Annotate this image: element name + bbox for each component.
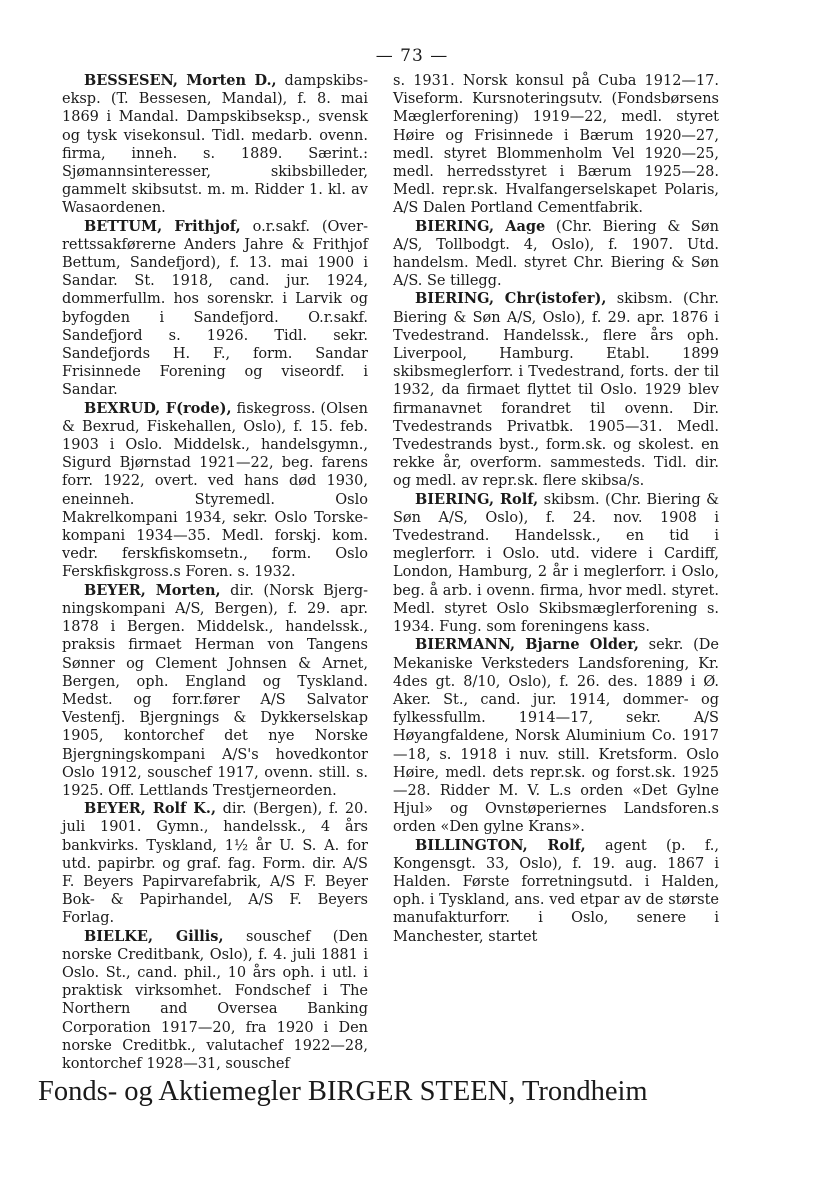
entry-name: BEYER, Morten, — [84, 581, 221, 599]
directory-entry — [393, 72, 719, 218]
directory-entry — [393, 491, 719, 637]
directory-entry — [393, 218, 719, 291]
directory-entry — [62, 928, 368, 1074]
directory-entry — [393, 290, 719, 490]
entry-text: skibsm. (Chr. Biering & Søn A/S, Oslo), f. 24. nov. 1908 i Tvedestrand. Handelssk., en tid i meglerforr. i Oslo. utd. videre i Cardiff, London, Hamburg, 2 år i meglerforr. i Oslo, beg. å arb. i ovenn. firma, hvor medl. styret. Medl. styret Oslo Skibsmæglerforening s. 1934. Fung. som foreningens kass. — [393, 491, 719, 636]
entry-text: agent (p. f., Kongensgt. 33, Oslo), f. 19. aug. 1867 i Halden. Første forretningsutd. i Halden, oph. i Tyskland, ans. ved etpar av de største manufakturforr. i Oslo, senere i Manchester, startet — [393, 837, 719, 945]
entry-name: BEYER, Rolf K., — [84, 800, 217, 818]
page-number: — 73 — — [375, 46, 449, 66]
right-column — [393, 72, 719, 946]
entry-name: BIERING, Rolf, — [415, 490, 539, 508]
entry-text: souschef (Den norske Creditbank, Oslo), f. 4. juli 1881 i Oslo. St., cand. phil., 10 års oph. i utl. i praktisk virksomhet. Fondschef i The Northern and Oversea Banking Corporation 1917—20, fra 1920 i Den norske Creditbk., valutachef 1922—28, kontorchef 1928—31, souschef — [62, 928, 368, 1072]
directory-entry — [62, 218, 368, 400]
entry-text: (Chr. Biering & Søn A/S, Tollbodgt. 4, Oslo), f. 1907. Utd. handelsm. Medl. styret Chr. Biering & Søn A/S. Se tillegg. — [393, 218, 719, 290]
entry-name: BILLINGTON, Rolf, — [415, 836, 586, 854]
entry-name: BIERING, Aage — [415, 217, 546, 235]
entry-text: s. 1931. Norsk konsul på Cuba 1912—17. Viseform. Kursnoteringsutv. (Fondsbørsens Mæglerforening) 1919—22, medl. styret Høire og Frisinnede i Bærum 1920—27, medl. styret Blommenholm Vel 1920—25, medl. herredsstyret i Bærum 1925—28. Medl. repr.sk. Hvalfangerselskapet Polaris, A/S Dalen Portland Cementfabrik. — [393, 73, 719, 217]
directory-entry — [62, 800, 368, 927]
entry-text: fiskegross. (Olsen & Bexrud, Fiskehallen, Oslo), f. 15. feb. 1903 i Oslo. Middelsk., handelsgymn., Sigurd Bjørnstad 1921—22, beg. farens forr. 1922, overt. ved hans død 1930, eneinneh. Styremedl. Oslo Makrelkompani 1934, sekr. Oslo Torskekompani 1934—35. Medl. forskj. kom. vedr. ferskfiskomsetn., form. Oslo Ferskfiskgross.s Foren. s. 1932. — [62, 400, 368, 581]
entry-text: sekr. (De Mekaniske Verksteders Landsforening, Kr. 4des gt. 8/10, Oslo), f. 26. des. 1889 i Ø. Aker. St., cand. jur. 1914, dommer- og fylkessfullm. 1914—17, sekr. A/S Høyangfaldene, Norsk Aluminium Co. 1917—18, s. 1918 i nuv. still. Kretsform. Oslo Høire, medl. dets repr.sk. og forst.sk. 1925—28. Ridder M. V. L.s orden «Det Gylne Hjul» og Ovnstøperiernes Landsforen.s orden «Den gylne Krans». — [393, 637, 720, 836]
entry-text: skibsm. (Chr. Biering & Søn A/S, Oslo), f. 29. apr. 1876 i Tvedestrand. Handelssk., flere års oph. Liverpool, Hamburg. Etabl. 1899 skibsmeglerforr. i Tvedestrand, forts. der til 1932, da firmaet flyttet til Oslo. 1929 blev firmanavnet forandret til ovenn. Dir. Tvedestrands Privatbk. 1905—31. Medl. Tvedestrands byst., form.sk. og skolest. en rekke år, overform. sammesteds. Tidl. dir. og medl. av repr.sk. flere skibsa/s. — [393, 291, 719, 490]
left-column — [62, 72, 368, 1073]
entry-text: dir. (Norsk Bjergningskompani A/S, Bergen), f. 29. apr. 1878 i Bergen. Middelsk., handelssk., praksis firmaet Herman von Tangens Sønner og Clement Johnsen & Arnet, Bergen, oph. England og Tyskland. Medst. og forr.fører A/S Salvator Vestenfj. Bjergnings & Dykkerselskap 1905, kontorchef det nye Norske Bjergningskompani A/S's hovedkontor Oslo 1912, souschef 1917, ovenn. still. s. 1925. Off. Lettlands Trestjerneorden. — [62, 582, 369, 799]
entry-name: BETTUM, Frithjof, — [84, 217, 241, 235]
entry-name: BIERING, Chr(istofer), — [415, 290, 607, 308]
entry-text: dampskibseksp. (T. Bessesen, Mandal), f. 8. mai 1869 i Mandal. Dampskibseksp., svensk og tysk visekonsul. Tidl. medarb. ovenn. firma, inneh. s. 1889. Særint.: Sjømannsinteresser, skibsbilleder, gammelt skibsutst. m. m. Ridder 1. kl. av Wasaordenen. — [62, 73, 368, 217]
directory-entry — [62, 400, 368, 582]
advertisement-banner: Fonds- og Aktiemegler BIRGER STEEN, Trondheim — [38, 1076, 648, 1107]
directory-entry — [62, 72, 368, 218]
directory-entry — [62, 582, 368, 800]
entry-name: BIELKE, Gillis, — [84, 927, 224, 945]
directory-entry — [393, 636, 719, 836]
entry-name: BESSESEN, Morten D., — [84, 72, 277, 89]
entry-text: o.r.sakf. (Overrettssakførerne Anders Jahre & Frithjof Bettum, Sandefjord), f. 13. mai 1900 i Sandar. St. 1918, cand. jur. 1924, dommerfullm. hos sorenskr. i Larvik og byfogden i Sandefjord. O.r.sakf. Sandefjord s. 1926. Tidl. sekr. Sandefjords H. F., form. Sandar Frisinnede Forening og viseordf. i Sandar. — [62, 218, 368, 399]
directory-entry — [393, 837, 719, 946]
entry-name: BIERMANN, Bjarne Older, — [415, 636, 639, 654]
entry-text: dir. (Bergen), f. 20. juli 1901. Gymn., handelssk., 4 års bankvirks. Tyskland, 1½ år U. S. A. for utd. papirbr. og graf. fag. Form. dir. A/S F. Beyers Papirvarefabrik, A/S F. Beyer Bok- & Papirhandel, A/S F. Beyers Forlag. — [62, 801, 368, 927]
entry-name: BEXRUD, F(rode), — [84, 399, 232, 417]
